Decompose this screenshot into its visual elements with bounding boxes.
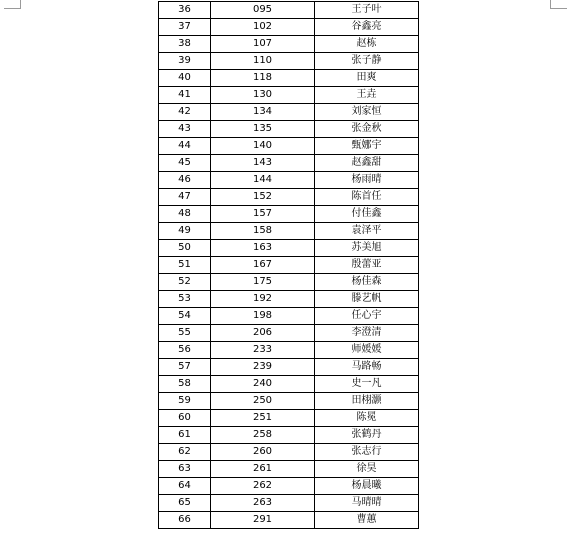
- row-code-cell: 192: [211, 291, 315, 308]
- row-name-cell: 张鹤丹: [315, 427, 419, 444]
- row-index-cell: 56: [159, 342, 211, 359]
- row-code-cell: 258: [211, 427, 315, 444]
- row-code-cell: 134: [211, 104, 315, 121]
- table-row: [159, 461, 419, 478]
- table-row: [159, 359, 419, 376]
- row-code-cell: 118: [211, 70, 315, 87]
- row-index-cell: 52: [159, 274, 211, 291]
- table-row: [159, 223, 419, 240]
- table-row: [159, 87, 419, 104]
- row-name-cell: 田爽: [315, 70, 419, 87]
- row-name-cell: 陈首任: [315, 189, 419, 206]
- table-row: [159, 342, 419, 359]
- row-code-cell: 158: [211, 223, 315, 240]
- table-row: [159, 155, 419, 172]
- row-index-cell: 44: [159, 138, 211, 155]
- table-row: [159, 274, 419, 291]
- row-name-cell: 王垚: [315, 87, 419, 104]
- table-row: [159, 36, 419, 53]
- table-row: [159, 189, 419, 206]
- roster-table-body: [159, 2, 419, 529]
- row-code-cell: 167: [211, 257, 315, 274]
- row-index-cell: 57: [159, 359, 211, 376]
- row-name-cell: 李澄清: [315, 325, 419, 342]
- table-row: [159, 121, 419, 138]
- row-index-cell: 43: [159, 121, 211, 138]
- row-index-cell: 47: [159, 189, 211, 206]
- roster-table: [158, 1, 419, 529]
- row-name-cell: 殷蕾亚: [315, 257, 419, 274]
- row-code-cell: 263: [211, 495, 315, 512]
- row-name-cell: 张子静: [315, 53, 419, 70]
- row-index-cell: 53: [159, 291, 211, 308]
- row-index-cell: 58: [159, 376, 211, 393]
- table-row: [159, 206, 419, 223]
- row-name-cell: 杨晨曦: [315, 478, 419, 495]
- table-row: [159, 325, 419, 342]
- row-code-cell: 261: [211, 461, 315, 478]
- table-row: [159, 257, 419, 274]
- page-corner-mark-left: [4, 0, 21, 9]
- table-row: [159, 19, 419, 36]
- table-row: [159, 172, 419, 189]
- table-row: [159, 2, 419, 19]
- row-code-cell: 250: [211, 393, 315, 410]
- row-code-cell: 143: [211, 155, 315, 172]
- table-row: [159, 53, 419, 70]
- row-code-cell: 130: [211, 87, 315, 104]
- row-code-cell: 239: [211, 359, 315, 376]
- table-row: [159, 240, 419, 257]
- row-index-cell: 38: [159, 36, 211, 53]
- row-code-cell: 152: [211, 189, 315, 206]
- row-name-cell: 马晴晴: [315, 495, 419, 512]
- row-index-cell: 65: [159, 495, 211, 512]
- row-code-cell: 175: [211, 274, 315, 291]
- row-name-cell: 曹蕙: [315, 512, 419, 529]
- row-index-cell: 50: [159, 240, 211, 257]
- row-name-cell: 付佳鑫: [315, 206, 419, 223]
- row-index-cell: 48: [159, 206, 211, 223]
- row-name-cell: 马路畅: [315, 359, 419, 376]
- table-row: [159, 478, 419, 495]
- row-name-cell: 袁泽平: [315, 223, 419, 240]
- row-index-cell: 62: [159, 444, 211, 461]
- row-index-cell: 51: [159, 257, 211, 274]
- row-name-cell: 王子叶: [315, 2, 419, 19]
- row-code-cell: 260: [211, 444, 315, 461]
- row-name-cell: 张金秋: [315, 121, 419, 138]
- table-row: [159, 138, 419, 155]
- row-code-cell: 251: [211, 410, 315, 427]
- table-row: [159, 70, 419, 87]
- row-index-cell: 45: [159, 155, 211, 172]
- row-name-cell: 任心宇: [315, 308, 419, 325]
- row-index-cell: 46: [159, 172, 211, 189]
- row-code-cell: 107: [211, 36, 315, 53]
- row-name-cell: 杨佳森: [315, 274, 419, 291]
- row-index-cell: 63: [159, 461, 211, 478]
- row-code-cell: 140: [211, 138, 315, 155]
- row-code-cell: 102: [211, 19, 315, 36]
- row-code-cell: 240: [211, 376, 315, 393]
- row-index-cell: 39: [159, 53, 211, 70]
- row-index-cell: 49: [159, 223, 211, 240]
- row-code-cell: 157: [211, 206, 315, 223]
- page-corner-mark-right: [550, 0, 567, 9]
- row-index-cell: 59: [159, 393, 211, 410]
- row-name-cell: 史一凡: [315, 376, 419, 393]
- row-code-cell: 110: [211, 53, 315, 70]
- table-row: [159, 410, 419, 427]
- row-code-cell: 198: [211, 308, 315, 325]
- row-code-cell: 291: [211, 512, 315, 529]
- row-code-cell: 262: [211, 478, 315, 495]
- row-code-cell: 144: [211, 172, 315, 189]
- row-name-cell: 甄娜宇: [315, 138, 419, 155]
- row-name-cell: 苏美旭: [315, 240, 419, 257]
- table-row: [159, 495, 419, 512]
- table-row: [159, 393, 419, 410]
- table-row: [159, 427, 419, 444]
- table-row: [159, 308, 419, 325]
- row-index-cell: 66: [159, 512, 211, 529]
- row-index-cell: 40: [159, 70, 211, 87]
- row-index-cell: 41: [159, 87, 211, 104]
- row-name-cell: 陈冕: [315, 410, 419, 427]
- row-name-cell: 田栩灏: [315, 393, 419, 410]
- row-name-cell: 赵栋: [315, 36, 419, 53]
- row-code-cell: 095: [211, 2, 315, 19]
- row-code-cell: 206: [211, 325, 315, 342]
- row-name-cell: 杨雨晴: [315, 172, 419, 189]
- row-name-cell: 师媛媛: [315, 342, 419, 359]
- table-row: [159, 376, 419, 393]
- table-row: [159, 104, 419, 121]
- table-row: [159, 512, 419, 529]
- row-name-cell: 谷鑫亮: [315, 19, 419, 36]
- table-row: [159, 444, 419, 461]
- row-index-cell: 37: [159, 19, 211, 36]
- row-index-cell: 54: [159, 308, 211, 325]
- row-index-cell: 42: [159, 104, 211, 121]
- row-name-cell: 刘家恒: [315, 104, 419, 121]
- row-name-cell: 徐昊: [315, 461, 419, 478]
- row-name-cell: 赵鑫甜: [315, 155, 419, 172]
- row-name-cell: 张志行: [315, 444, 419, 461]
- row-index-cell: 64: [159, 478, 211, 495]
- row-index-cell: 36: [159, 2, 211, 19]
- row-code-cell: 163: [211, 240, 315, 257]
- row-code-cell: 233: [211, 342, 315, 359]
- row-name-cell: 滕艺帆: [315, 291, 419, 308]
- table-row: [159, 291, 419, 308]
- row-index-cell: 55: [159, 325, 211, 342]
- row-code-cell: 135: [211, 121, 315, 138]
- row-index-cell: 60: [159, 410, 211, 427]
- row-index-cell: 61: [159, 427, 211, 444]
